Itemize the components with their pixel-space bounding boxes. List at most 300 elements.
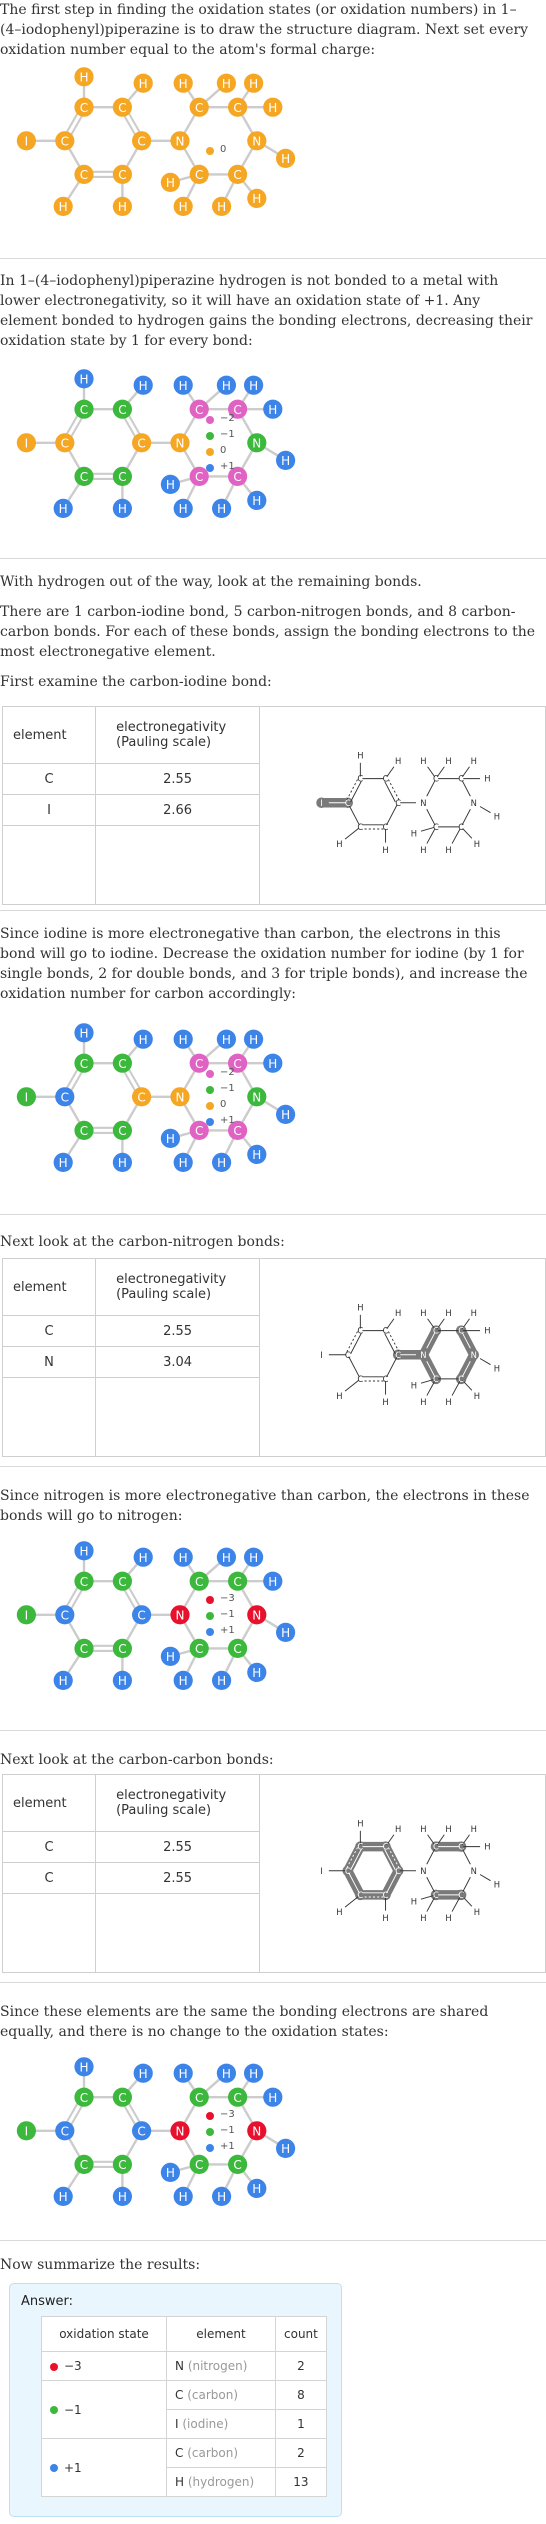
- atom-label: C: [344, 797, 351, 808]
- atom-label: I: [24, 436, 29, 451]
- atom-label: H: [268, 1057, 278, 1071]
- atom-label: C: [118, 101, 127, 115]
- atom-label: C: [433, 1325, 439, 1336]
- bond: [421, 827, 434, 831]
- atom-H: [247, 1145, 266, 1164]
- atom-H: [113, 1153, 132, 1172]
- atom-label: H: [420, 755, 427, 766]
- atom-H: [247, 491, 266, 510]
- atom-label: C: [195, 1642, 204, 1657]
- atom-label: C: [79, 2091, 89, 2105]
- atom-label: H: [410, 827, 418, 838]
- atom-label: C: [458, 1889, 465, 1900]
- atom-C: [132, 1087, 151, 1106]
- atom-label: C: [137, 134, 146, 149]
- c-n-bond-highlight-diagram: [260, 1261, 545, 1451]
- atom-label: C: [382, 1889, 389, 1900]
- atom-label: C: [195, 470, 204, 485]
- atom-label: H: [252, 1666, 262, 1681]
- atom-label: I: [24, 134, 29, 149]
- atom-label: H: [493, 1363, 500, 1374]
- atom-label: H: [382, 1396, 389, 1407]
- c-c-bonds-text: Next look at the carbon-carbon bonds:: [0, 1752, 274, 1768]
- atom-label: H: [217, 200, 227, 215]
- atom-label: N: [175, 1608, 185, 1623]
- atom-C: [190, 2088, 209, 2107]
- atom-label: C: [382, 1841, 389, 1852]
- atom-C: [190, 165, 209, 184]
- atom-H: [54, 197, 73, 216]
- atom-label: H: [420, 1307, 427, 1318]
- atom-H: [174, 2187, 193, 2206]
- atom-label: H: [117, 502, 127, 517]
- bond: [347, 1331, 358, 1351]
- atom-I: [17, 1605, 36, 1624]
- atom-label: H: [79, 1544, 89, 1559]
- atom-C: [55, 433, 74, 452]
- atom-label: H: [410, 1379, 418, 1390]
- skeleton: [320, 1818, 500, 1923]
- atom-label: H: [473, 1390, 481, 1401]
- atom-I: [17, 433, 36, 452]
- atom-label: H: [178, 1674, 188, 1689]
- atom-label: N: [252, 1608, 262, 1623]
- atom-label: H: [221, 1551, 231, 1565]
- atom-label: C: [357, 773, 364, 784]
- atom-label: H: [493, 811, 500, 822]
- atom-C: [74, 467, 93, 486]
- atom-label: H: [221, 77, 231, 91]
- atom-label: C: [233, 2091, 242, 2105]
- atom-H: [74, 67, 93, 86]
- atom-label: H: [117, 1156, 127, 1171]
- atom-C: [113, 1639, 132, 1658]
- atom-label: C: [60, 2124, 69, 2139]
- atom-label: H: [138, 1033, 148, 1047]
- atom-label: C: [433, 1841, 439, 1852]
- atom-label: C: [382, 1325, 389, 1336]
- atom-C: [190, 1639, 209, 1658]
- atom-label: C: [233, 101, 242, 115]
- bond: [385, 1333, 396, 1353]
- atom-label: C: [79, 2158, 89, 2173]
- atom-H: [217, 1030, 236, 1049]
- atom-H: [113, 499, 132, 518]
- atom-label: C: [195, 1575, 204, 1589]
- atom-label: H: [165, 2166, 175, 2181]
- atom-label: C: [118, 1575, 127, 1589]
- atom-label: C: [118, 168, 127, 183]
- atom-C: [132, 131, 151, 150]
- atom-label: C: [60, 1090, 69, 1105]
- atom-label: H: [138, 379, 148, 393]
- hydrogen-rule-text: In 1–(4–iodophenyl)piperazine hydrogen is not bonded to a metal with lower electronegativity, so it will have an oxidation state of +1. Any element bonded to hydrogen gains the bonding electrons, decreasing their oxidation state by 1 for every bond:: [0, 273, 533, 349]
- atom-H: [174, 1030, 193, 1049]
- atom-label: C: [344, 1349, 351, 1360]
- atom-C: [190, 98, 209, 117]
- atom-H: [134, 2064, 153, 2083]
- atom-label: N: [470, 1349, 477, 1360]
- atom-H: [263, 98, 282, 117]
- atom-H: [134, 1030, 153, 1049]
- atom-H: [54, 1153, 73, 1172]
- atom-C: [74, 2088, 93, 2107]
- atom-label: H: [117, 200, 127, 215]
- atom-label: C: [195, 403, 204, 417]
- atom-label: H: [252, 1148, 262, 1163]
- bond: [388, 779, 399, 799]
- atom-label: C: [233, 168, 242, 183]
- atom-C: [74, 98, 93, 117]
- atom-label: C: [382, 821, 389, 832]
- bond: [347, 779, 358, 799]
- atom-I: [17, 1087, 36, 1106]
- atom-label: C: [195, 1124, 204, 1139]
- atom-H: [247, 189, 266, 208]
- atom-label: H: [445, 1396, 452, 1407]
- atom-H: [244, 74, 263, 93]
- atom-label: H: [249, 1551, 259, 1565]
- atom-label: C: [233, 2158, 242, 2173]
- atom-label: H: [470, 1307, 477, 1318]
- bond: [388, 1331, 399, 1351]
- atom-H: [244, 1030, 263, 1049]
- atom-C: [113, 165, 132, 184]
- atom-label: C: [233, 1057, 242, 1071]
- atom-label: C: [458, 821, 465, 832]
- atom-H: [74, 1541, 93, 1560]
- atom-H: [161, 1647, 180, 1666]
- atom-label: H: [252, 2182, 262, 2197]
- atom-label: N: [175, 1090, 185, 1105]
- atom-label: C: [79, 1124, 89, 1139]
- skeleton: [320, 1302, 500, 1407]
- atom-label: H: [484, 1841, 491, 1852]
- atom-C: [113, 98, 132, 117]
- answer-table: oxidation state element count −3 N (nitrogen) 2 −1 C (carbon) 8 I (iodine) 1 +1 C (carbon) 2 H (hydrogen) 13: [41, 2316, 327, 2497]
- atom-label: H: [178, 379, 188, 393]
- atom-label: H: [445, 1823, 452, 1834]
- atom-H: [161, 2163, 180, 2182]
- atom-H: [113, 2187, 132, 2206]
- atom-C: [74, 2155, 93, 2174]
- atom-label: N: [420, 797, 427, 808]
- atom-label: C: [233, 1124, 242, 1139]
- atom-H: [174, 2064, 193, 2083]
- atom-N: [170, 433, 189, 452]
- atom-label: N: [175, 134, 185, 149]
- atom-label: C: [357, 1841, 364, 1852]
- atom-label: C: [118, 470, 127, 485]
- atom-label: H: [58, 502, 68, 517]
- atom-label: I: [320, 1865, 323, 1876]
- atom-label: H: [79, 372, 89, 387]
- atom-label: C: [79, 1642, 89, 1657]
- atom-label: H: [117, 2190, 127, 2205]
- atom-label: C: [233, 1642, 242, 1657]
- atom-label: H: [138, 2067, 148, 2081]
- atom-C: [74, 1121, 93, 1140]
- atom-C: [228, 165, 247, 184]
- bond: [480, 1358, 490, 1364]
- atom-C: [132, 2121, 151, 2140]
- atom-label: H: [165, 478, 175, 493]
- atom-C: [55, 131, 74, 150]
- atom-C: [113, 467, 132, 486]
- atom-H: [217, 1548, 236, 1567]
- atom-label: C: [137, 2124, 146, 2139]
- atom-H: [247, 1663, 266, 1682]
- atom-N: [170, 1605, 189, 1624]
- atom-label: H: [281, 1108, 291, 1123]
- atom-label: H: [394, 1307, 402, 1318]
- electronegativity-table-c-n: element electronegativity (Pauling scale) I C C H C H C C H C H N C H H C H H N H C H H C H H C 2.55 N 3.04: [2, 1258, 546, 1457]
- atom-label: N: [175, 2124, 185, 2139]
- atom-label: H: [217, 2190, 227, 2205]
- atom-label: I: [24, 1608, 29, 1623]
- atom-label: H: [268, 403, 278, 417]
- atom-H: [134, 376, 153, 395]
- atom-C: [74, 400, 93, 419]
- atom-label: H: [165, 1132, 175, 1147]
- atom-label: N: [420, 1865, 427, 1876]
- atom-label: H: [58, 1156, 68, 1171]
- atom-H: [263, 2088, 282, 2107]
- atom-label: C: [433, 1373, 439, 1384]
- atom-label: C: [344, 1865, 351, 1876]
- atom-label: C: [118, 2091, 127, 2105]
- atom-label: H: [165, 1650, 175, 1665]
- atom-label: C: [195, 168, 204, 183]
- atom-C: [74, 1639, 93, 1658]
- atom-C: [190, 1572, 209, 1591]
- atom-label: H: [79, 2060, 89, 2075]
- atom-H: [244, 376, 263, 395]
- atom-label: H: [252, 494, 262, 509]
- atom-label: H: [217, 1156, 227, 1171]
- answer-box: [9, 2283, 342, 2517]
- atom-label: C: [79, 168, 89, 183]
- table-row: +1 C (carbon) 2: [42, 2439, 327, 2468]
- legend-dot: [206, 147, 214, 155]
- atom-label: H: [178, 1156, 188, 1171]
- atom-H: [54, 499, 73, 518]
- atom-label: H: [473, 838, 481, 849]
- atom-C: [74, 165, 93, 184]
- atom-label: H: [178, 502, 188, 517]
- atom-C: [113, 2088, 132, 2107]
- atom-label: C: [118, 1124, 127, 1139]
- atom-C: [228, 98, 247, 117]
- atom-C: [55, 1087, 74, 1106]
- atom-H: [174, 74, 193, 93]
- atom-H: [113, 1671, 132, 1690]
- atom-label: C: [458, 1841, 465, 1852]
- c-n-bonds-text: Next look at the carbon-nitrogen bonds:: [0, 1234, 285, 1250]
- atom-C: [74, 1054, 93, 1073]
- atom-label: H: [178, 200, 188, 215]
- atom-label: I: [24, 2124, 29, 2139]
- atom-label: H: [445, 755, 452, 766]
- atom-label: H: [217, 502, 227, 517]
- atom-label: H: [221, 379, 231, 393]
- atom-N: [170, 131, 189, 150]
- atom-H: [217, 74, 236, 93]
- atom-label: C: [79, 101, 89, 115]
- atom-label: N: [470, 1865, 477, 1876]
- atom-label: C: [357, 1889, 364, 1900]
- atom-label: N: [252, 1090, 262, 1105]
- table-row: −3 N (nitrogen) 2: [42, 2352, 327, 2381]
- atom-label: H: [445, 844, 452, 855]
- atom-label: C: [195, 101, 204, 115]
- atom-H: [54, 1671, 73, 1690]
- atom-label: H: [58, 2190, 68, 2205]
- atom-label: H: [217, 1674, 227, 1689]
- bond: [385, 781, 396, 801]
- atom-label: C: [60, 134, 69, 149]
- atom-label: N: [252, 436, 262, 451]
- atom-label: H: [484, 1325, 491, 1336]
- atom-label: H: [252, 192, 262, 207]
- atom-C: [55, 2121, 74, 2140]
- atom-H: [217, 2064, 236, 2083]
- atom-H: [212, 1671, 231, 1690]
- atom-C: [113, 1121, 132, 1140]
- atom-C: [55, 1605, 74, 1624]
- atom-label: H: [178, 1033, 188, 1047]
- bond: [480, 806, 490, 812]
- atom-H: [74, 2057, 93, 2076]
- atom-H: [212, 2187, 231, 2206]
- atom-H: [161, 1129, 180, 1148]
- bond: [351, 781, 362, 801]
- atom-C: [228, 2155, 247, 2174]
- atom-I: [17, 131, 36, 150]
- atom-label: C: [137, 1090, 146, 1105]
- atom-label: H: [178, 77, 188, 91]
- atom-H: [174, 1548, 193, 1567]
- atom-H: [174, 1153, 193, 1172]
- atom-label: H: [268, 2091, 278, 2105]
- atom-label: C: [79, 403, 89, 417]
- atom-label: C: [433, 773, 439, 784]
- nitrogen-rule-text: Since nitrogen is more electronegative than carbon, the electrons in these bonds will go to nitrogen:: [0, 1488, 530, 1524]
- atom-C: [190, 2155, 209, 2174]
- atom-label: H: [79, 70, 89, 85]
- c-i-bond-highlight-diagram: [260, 709, 545, 899]
- atom-H: [247, 2179, 266, 2198]
- atom-label: H: [382, 844, 389, 855]
- atom-label: C: [395, 1865, 402, 1876]
- c-c-bond-highlight-diagram: [260, 1777, 545, 1967]
- table-row: H (hydrogen) 13: [42, 2468, 327, 2497]
- atom-label: C: [118, 1057, 127, 1071]
- electronegativity-table-c-i: element electronegativity (Pauling scale) I C C H C H C C H C H N C H H C H H N H C H H C H H C 2.55 I 2.66: [2, 706, 546, 905]
- atom-label: C: [382, 773, 389, 784]
- atom-label: H: [410, 1895, 418, 1906]
- atom-H: [74, 369, 93, 388]
- atom-label: H: [268, 1575, 278, 1589]
- atom-label: H: [281, 454, 291, 469]
- skeleton: [316, 750, 500, 855]
- atom-label: H: [165, 176, 175, 191]
- atom-label: C: [458, 1325, 465, 1336]
- atom-C: [228, 1639, 247, 1658]
- atom-label: C: [195, 2158, 204, 2173]
- atom-H: [54, 2187, 73, 2206]
- atom-label: C: [79, 470, 89, 485]
- atom-label: H: [357, 1818, 364, 1829]
- atom-H: [244, 1548, 263, 1567]
- atom-label: H: [221, 2067, 231, 2081]
- atom-label: H: [249, 379, 259, 393]
- bond: [480, 1874, 490, 1880]
- atom-label: C: [195, 2091, 204, 2105]
- atom-label: H: [357, 1302, 364, 1313]
- atom-N: [170, 2121, 189, 2140]
- atom-label: H: [357, 750, 364, 761]
- atom-label: H: [178, 2190, 188, 2205]
- atom-label: I: [320, 1349, 323, 1360]
- atom-label: H: [281, 152, 291, 167]
- atom-label: N: [470, 797, 477, 808]
- atom-label: H: [249, 77, 259, 91]
- atom-label: N: [420, 1349, 427, 1360]
- iodine-rule-text: Since iodine is more electronegative than carbon, the electrons in this bond will go to iodine. Decrease the oxidation number for iodine (by 1 for single bonds, 2 for double bonds, and 3 for triple bonds), and increase the oxidation number for carbon accordingly:: [0, 926, 528, 1002]
- atom-label: H: [420, 1823, 427, 1834]
- atom-label: H: [445, 1912, 452, 1923]
- bond: [351, 1333, 362, 1353]
- table-row: I (iodine) 1: [42, 2410, 327, 2439]
- atom-label: C: [458, 773, 465, 784]
- atom-label: C: [357, 821, 364, 832]
- atom-label: H: [221, 1033, 231, 1047]
- atom-C: [113, 1572, 132, 1591]
- atom-label: H: [249, 1033, 259, 1047]
- table-row: −1 C (carbon) 8: [42, 2381, 327, 2410]
- atom-H: [161, 173, 180, 192]
- atom-H: [113, 197, 132, 216]
- atom-label: H: [178, 2067, 188, 2081]
- atom-label: H: [58, 200, 68, 215]
- atom-H: [174, 1671, 193, 1690]
- atom-C: [228, 2088, 247, 2107]
- atom-label: H: [394, 1823, 402, 1834]
- atom-C: [228, 1572, 247, 1591]
- atom-label: H: [79, 1026, 89, 1041]
- atom-label: I: [320, 797, 323, 808]
- atom-label: H: [420, 1396, 427, 1407]
- atom-label: C: [60, 436, 69, 451]
- intro-text: The first step in finding the oxidation states (or oxidation numbers) in 1–(4–iodophenyl)piperazine is to draw the structure diagram. Next set every oxidation number equal to the atom's formal charge:: [0, 2, 529, 58]
- atom-I: [17, 2121, 36, 2140]
- atom-C: [113, 2155, 132, 2174]
- atom-H: [212, 1153, 231, 1172]
- atom-label: C: [137, 436, 146, 451]
- atom-H: [212, 499, 231, 518]
- atom-label: H: [470, 755, 477, 766]
- electronegativity-table-c-c: element electronegativity (Pauling scale) I C C H C H C C H C H N C H H C H H N H C H H C H H C 2.55 C 2.55: [2, 1774, 546, 1973]
- atom-label: C: [433, 1889, 439, 1900]
- atom-label: C: [118, 1642, 127, 1657]
- atom-H: [174, 499, 193, 518]
- atom-label: H: [281, 2142, 291, 2157]
- atom-label: C: [433, 821, 439, 832]
- atom-label: H: [473, 1906, 481, 1917]
- atom-label: H: [484, 773, 491, 784]
- atom-N: [170, 1087, 189, 1106]
